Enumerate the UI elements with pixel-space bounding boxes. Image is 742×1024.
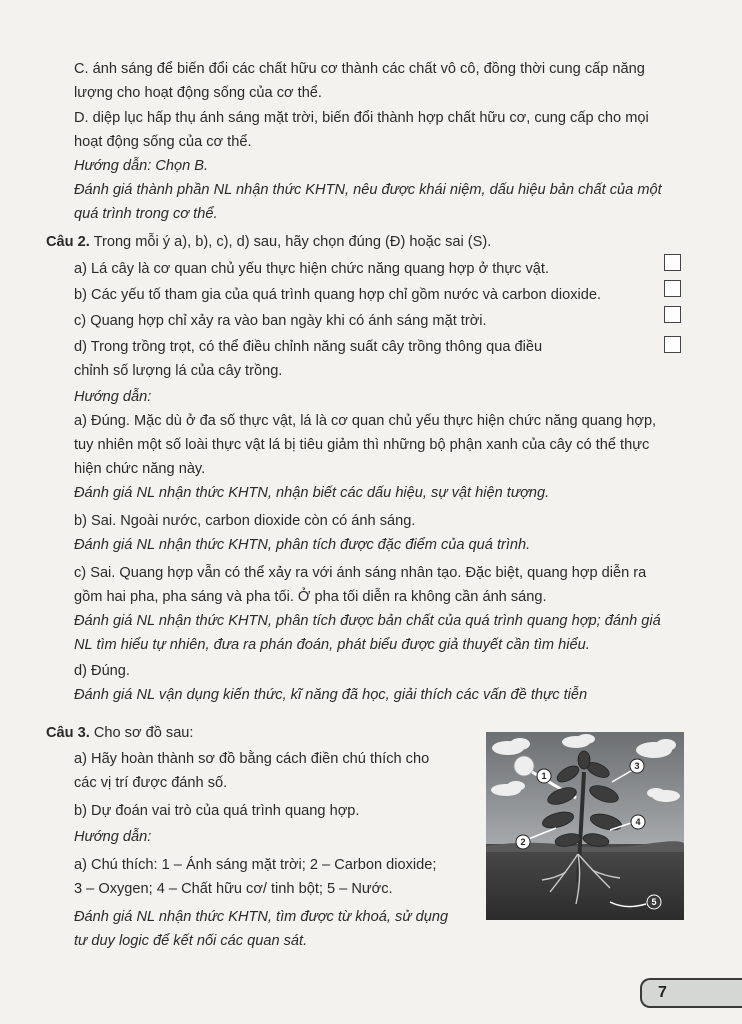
q2-ans-a-line1: a) Đúng. Mặc dù ở đa số thực vật, lá là cơ quan chủ yếu thực hiện chức năng quang hợp, (74, 413, 657, 429)
page-number: 7 (658, 984, 667, 1001)
q2-item-d-line1: d) Trong trồng trọt, có thể điều chỉnh năng suất cây trồng thông qua điều (74, 339, 543, 355)
sun-icon (514, 756, 534, 776)
q3-ans-line2: 3 – Oxygen; 4 – Chất hữu cơ/ tinh bột; 5 – Nước. (74, 881, 393, 897)
q2-ans-b: b) Sai. Ngoài nước, carbon dioxide còn có ánh sáng. (74, 513, 416, 529)
q2-answer-box-a[interactable] (664, 254, 681, 271)
option-d-line2: hoạt động sống của cơ thể. (74, 134, 252, 150)
q3-heading (46, 721, 193, 745)
q1-eval-line1: Đánh giá thành phần NL nhận thức KHTN, nêu được khái niệm, dấu hiệu bản chất của một (74, 182, 662, 198)
q3-prompt: Cho sơ đồ sau: (93, 725, 194, 741)
q2-eval-c-line1: Đánh giá NL nhận thức KHTN, phân tích được bản chất của quá trình quang hợp; đánh giá (74, 613, 661, 629)
q3-label: Câu 3. (46, 725, 90, 741)
q2-ans-c-line1: c) Sai. Quang hợp vẫn có thể xảy ra với ánh sáng nhân tạo. Đặc biệt, quang hợp diễn ra (74, 565, 647, 581)
q2-item-b: b) Các yếu tố tham gia của quá trình quang hợp chỉ gồm nước và carbon dioxide. (74, 287, 602, 303)
q2-ans-d: d) Đúng. (74, 663, 130, 679)
q3-eval-line2: tư duy logic để kết nối các quan sát. (74, 933, 308, 949)
option-d-line1: D. diệp lục hấp thụ ánh sáng mặt trời, biến đổi thành hợp chất hữu cơ, cung cấp cho mọi (74, 110, 649, 126)
q2-ans-a-line3: hiện chức năng này. (74, 461, 206, 477)
diagram-label-1: 1 (541, 771, 547, 781)
diagram-label-2: 2 (520, 837, 526, 847)
q2-answer-box-b[interactable] (664, 280, 681, 297)
q2-item-c: c) Quang hợp chỉ xảy ra vào ban ngày khi có ánh sáng mặt trời. (74, 313, 487, 329)
q2-prompt: Trong mỗi ý a), b), c), d) sau, hãy chọn đúng (Đ) hoặc sai (S). (93, 234, 492, 250)
page-number-tab (640, 978, 742, 1008)
q2-ans-a-line2: tuy nhiên một số loài thực vật lá bị tiêu giảm thì những bộ phận xanh của cây có thể thực (74, 437, 650, 453)
q3-item-a-line2: các vị trí được đánh số. (74, 775, 228, 791)
q2-label: Câu 2. (46, 234, 90, 250)
q3-guide: Hướng dẫn: (74, 829, 152, 845)
diagram-label-4: 4 (635, 817, 641, 827)
q3-item-b: b) Dự đoán vai trò của quá trình quang hợp. (74, 803, 360, 819)
page-number-background (640, 978, 742, 1008)
q2-guide: Hướng dẫn: (74, 389, 152, 405)
photosynthesis-diagram (486, 732, 684, 920)
diagram-label-5: 5 (651, 897, 657, 907)
q1-guide: Hướng dẫn: Chọn B. (74, 158, 209, 174)
q3-eval-line1: Đánh giá NL nhận thức KHTN, tìm được từ khoá, sử dụng (74, 909, 449, 925)
q2-eval-d: Đánh giá NL vận dụng kiến thức, kĩ năng đã học, giải thích các vấn đề thực tiễn (74, 687, 588, 703)
photosynthesis-illustration (486, 732, 684, 920)
option-c-line1: C. ánh sáng để biến đổi các chất hữu cơ thành các chất vô cô, đồng thời cung cấp năng (74, 61, 645, 77)
q2-item-a: a) Lá cây là cơ quan chủ yếu thực hiện chức năng quang hợp ở thực vật. (74, 261, 550, 277)
q2-eval-c-line2: NL tìm hiểu tự nhiên, đưa ra phán đoán, phát biểu được giả thuyết cần tìm hiểu. (74, 637, 590, 653)
q2-answer-box-d[interactable] (664, 336, 681, 353)
q2-heading (46, 230, 491, 254)
q2-eval-a: Đánh giá NL nhận thức KHTN, nhận biết các dấu hiệu, sự vật hiện tượng. (74, 485, 550, 501)
q2-ans-c-line2: gồm hai pha, pha sáng và pha tối. Ở pha tối diễn ra không cần ánh sáng. (74, 589, 547, 605)
q3-ans-line1: a) Chú thích: 1 – Ánh sáng mặt trời; 2 – Carbon dioxide; (74, 857, 437, 873)
q2-eval-b: Đánh giá NL nhận thức KHTN, phân tích được đặc điểm của quá trình. (74, 537, 531, 553)
q2-answer-box-c[interactable] (664, 306, 681, 323)
option-c-line2: lượng cho hoạt động sống của cơ thể. (74, 85, 322, 101)
q1-eval-line2: quá trình trong cơ thể. (74, 206, 218, 222)
diagram-label-3: 3 (634, 761, 640, 771)
q3-item-a-line1: a) Hãy hoàn thành sơ đồ bằng cách điền chú thích cho (74, 751, 430, 767)
q2-item-d-line2: chỉnh số lượng lá của cây trồng. (74, 363, 283, 379)
